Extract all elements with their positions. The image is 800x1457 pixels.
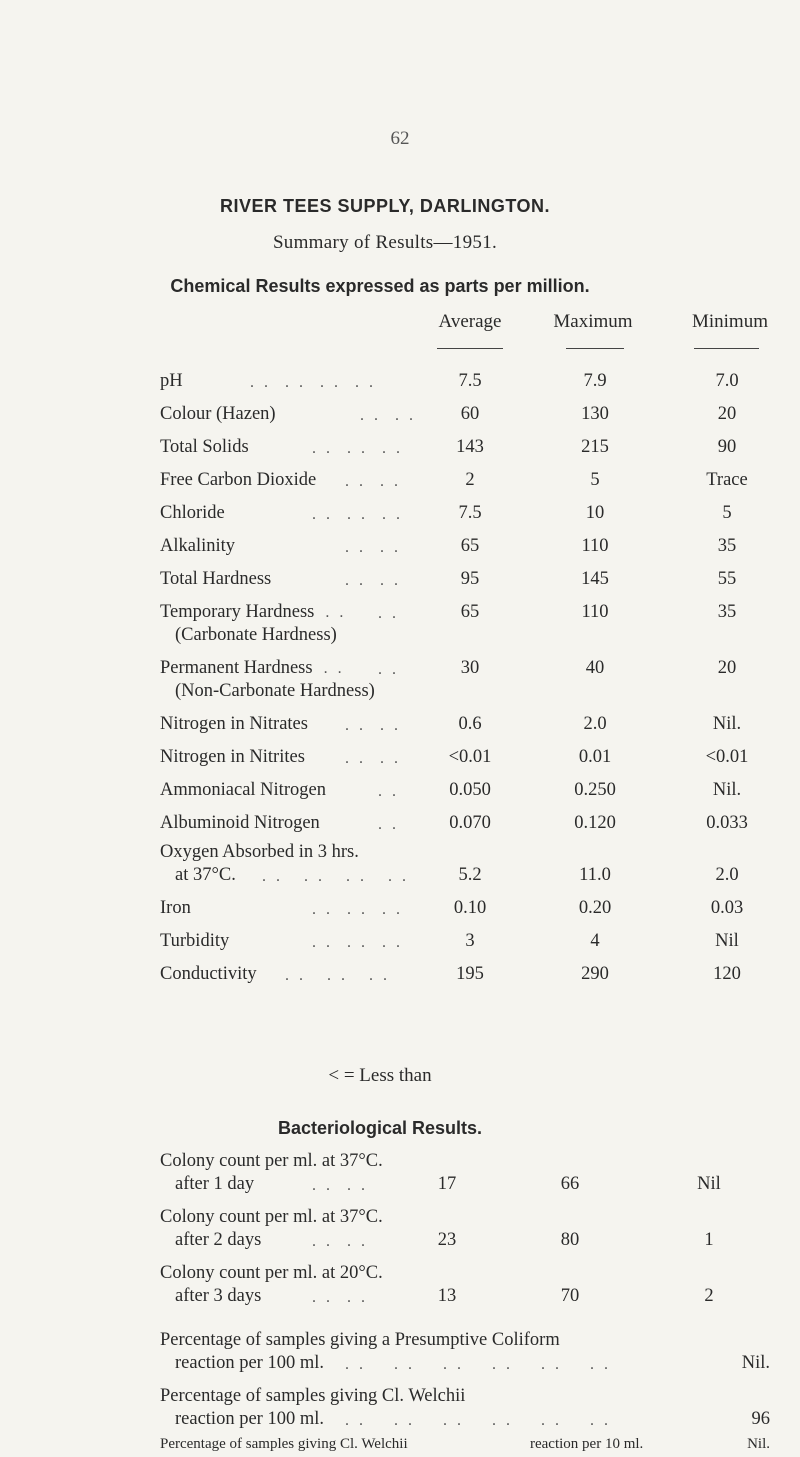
table-row <box>160 931 229 952</box>
cell-minimum: 35 <box>717 536 737 556</box>
cell-average: 95 <box>460 569 480 589</box>
leader-dots: . . . . . . . . . . . . <box>345 1356 611 1373</box>
cell-minimum: 7.0 <box>715 371 739 391</box>
leader-dots: . . . . . . . . <box>250 374 376 391</box>
cell-maximum: 110 <box>581 602 609 622</box>
column-header-average: Average <box>438 311 502 332</box>
cell-average: 65 <box>460 602 480 622</box>
cell-minimum: 90 <box>717 437 737 457</box>
cell-minimum: 20 <box>717 658 737 678</box>
cell-minimum: 0.033 <box>706 813 748 833</box>
table-row <box>160 503 225 524</box>
table-row <box>160 898 191 919</box>
table-row <box>160 569 271 590</box>
row-label: Total Solids <box>160 437 249 457</box>
cell-maximum: 130 <box>581 404 609 424</box>
list-item-text: Percentage of samples giving Cl. Welchii <box>160 1386 466 1406</box>
cell-minimum: <0.01 <box>705 747 749 767</box>
cell-minimum: Nil. <box>712 780 742 800</box>
row-sublabel: (Non-Carbonate Hardness) <box>175 681 375 701</box>
table-row <box>160 437 249 458</box>
cell-minimum: 5 <box>722 503 732 523</box>
leader-dots: . . . . . . <box>312 440 403 457</box>
row-label: Chloride <box>160 503 225 523</box>
table-row <box>160 813 320 834</box>
table-row <box>160 964 257 985</box>
leader-dots: . . . . <box>360 407 416 424</box>
leader-dots: . . <box>318 604 347 621</box>
cell-maximum: 145 <box>581 569 609 589</box>
leader-dots: . . . . . . . . <box>262 868 409 885</box>
cell-minimum: 2 <box>704 1286 714 1306</box>
table-row <box>160 780 326 801</box>
cell-maximum: 290 <box>581 964 609 984</box>
leader-dots: . . . . . . <box>312 934 403 951</box>
cell-average: 60 <box>460 404 480 424</box>
column-header-minimum: Minimum <box>691 311 768 332</box>
table-row <box>160 747 305 768</box>
cell-minimum: 120 <box>713 964 741 984</box>
cell-maximum: 5 <box>590 470 600 490</box>
cell-average: <0.01 <box>448 747 492 767</box>
row-sublabel: at 37°C. <box>175 865 236 885</box>
cell-maximum: 215 <box>581 437 609 457</box>
page-subtitle: Summary of Results—1951. <box>272 232 498 253</box>
table-row <box>160 371 183 392</box>
cell-minimum: 0.03 <box>710 898 744 918</box>
leader-dots: . . . . <box>345 473 401 490</box>
page-title: RIVER TEES SUPPLY, DARLINGTON. <box>219 196 551 216</box>
cell-maximum: 4 <box>590 931 600 951</box>
leader-dots: . . <box>378 783 399 800</box>
table-row <box>160 536 235 557</box>
cell-minimum: 1 <box>704 1230 714 1250</box>
table-row <box>160 658 345 679</box>
table-row-label: Colony count per ml. at 37°C. <box>160 1151 383 1171</box>
bacteriological-section-title: Bacteriological Results. <box>277 1118 483 1138</box>
cell-minimum: 20 <box>717 404 737 424</box>
leader-dots: . . . . <box>312 1289 368 1306</box>
cell-average: 7.5 <box>458 503 482 523</box>
cell-maximum: 7.9 <box>583 371 607 391</box>
cell-minimum: Nil. <box>712 714 742 734</box>
cell-average: 23 <box>437 1230 457 1250</box>
cell-average: 7.5 <box>458 371 482 391</box>
list-item-value: Nil. <box>741 1353 770 1373</box>
list-item-text: reaction per 100 ml. <box>175 1353 324 1373</box>
cell-minimum: 2.0 <box>715 865 739 885</box>
cell-maximum: 80 <box>560 1230 580 1250</box>
leader-dots: . . . . <box>345 539 401 556</box>
table-row-sublabel: after 3 days <box>175 1286 262 1306</box>
list-item-value: 96 <box>751 1409 770 1429</box>
cell-maximum: 10 <box>585 503 605 523</box>
legend-note: < = Less than <box>328 1065 432 1086</box>
leader-dots: . . <box>378 816 399 833</box>
leader-dots: . . <box>378 661 399 678</box>
cell-maximum: 0.01 <box>578 747 612 767</box>
cell-minimum: 35 <box>717 602 737 622</box>
column-rule-maximum <box>566 348 624 349</box>
list-item-text: reaction per 10 ml. <box>530 1436 644 1452</box>
row-label: Colour (Hazen) <box>160 404 276 424</box>
page-number: 62 <box>390 128 410 149</box>
cell-average: 0.070 <box>449 813 491 833</box>
leader-dots: . . <box>316 660 345 677</box>
cell-minimum: 55 <box>717 569 737 589</box>
column-rule-average <box>437 348 503 349</box>
cell-average: 0.6 <box>458 714 482 734</box>
leader-dots: . . . . <box>312 1177 368 1194</box>
chemical-section-title: Chemical Results expressed as parts per million. <box>170 276 590 296</box>
row-sublabel: (Carbonate Hardness) <box>175 625 337 645</box>
column-header-maximum: Maximum <box>553 311 633 332</box>
cell-average: 195 <box>456 964 484 984</box>
cell-maximum: 2.0 <box>583 714 607 734</box>
cell-average: 5.2 <box>458 865 482 885</box>
table-row <box>160 404 276 425</box>
row-label: Iron <box>160 898 191 918</box>
row-label: Nitrogen in Nitrites <box>160 747 305 767</box>
table-row <box>160 714 308 735</box>
cell-minimum: Trace <box>706 470 748 490</box>
leader-dots: . . . . <box>345 750 401 767</box>
cell-average: 30 <box>460 658 480 678</box>
cell-average: 13 <box>437 1286 457 1306</box>
cell-average: 143 <box>456 437 484 457</box>
list-item-text: Percentage of samples giving a Presumptive Coliform <box>160 1330 560 1350</box>
row-label: Turbidity <box>160 931 230 951</box>
row-label: Alkalinity <box>160 536 236 556</box>
row-label: Free Carbon Dioxide <box>160 470 317 490</box>
cell-average: 65 <box>460 536 480 556</box>
leader-dots: . . . . <box>312 1233 368 1250</box>
leader-dots: . . . . . . <box>285 967 390 984</box>
cell-average: 17 <box>437 1174 457 1194</box>
table-row <box>160 602 346 623</box>
cell-maximum: 70 <box>560 1286 580 1306</box>
row-label: pH <box>160 371 183 391</box>
cell-maximum: 110 <box>581 536 609 556</box>
leader-dots: . . . . . . . . . . . . <box>345 1412 611 1429</box>
cell-average: 0.10 <box>453 898 487 918</box>
list-item-text: Percentage of samples giving Cl. Welchii <box>160 1436 408 1452</box>
cell-maximum: 0.120 <box>574 813 616 833</box>
list-item-text: reaction per 100 ml. <box>175 1409 324 1429</box>
table-row-sublabel: after 1 day <box>175 1174 255 1194</box>
row-label: Albuminoid Nitrogen <box>160 813 320 833</box>
row-label: Permanent Hardness <box>160 658 313 678</box>
leader-dots: . . . . <box>345 572 401 589</box>
leader-dots: . . . . <box>345 717 401 734</box>
cell-maximum: 66 <box>560 1174 580 1194</box>
row-label: Nitrogen in Nitrates <box>160 714 308 734</box>
cell-maximum: 0.250 <box>574 780 616 800</box>
row-label: Temporary Hardness <box>160 602 315 622</box>
row-label: Total Hardness <box>160 569 272 589</box>
row-label: Oxygen Absorbed in 3 hrs. <box>160 842 359 862</box>
leader-dots: . . <box>378 605 399 622</box>
column-rule-minimum <box>694 348 759 349</box>
cell-maximum: 0.20 <box>578 898 612 918</box>
cell-minimum: Nil <box>697 1174 721 1194</box>
leader-dots: . . . . . . <box>312 506 403 523</box>
table-row <box>160 470 316 491</box>
table-row-sublabel: after 2 days <box>175 1230 262 1250</box>
table-row-label: Colony count per ml. at 20°C. <box>160 1263 383 1283</box>
cell-average: 2 <box>465 470 475 490</box>
leader-dots: . . . . . . <box>312 901 403 918</box>
cell-average: 0.050 <box>449 780 491 800</box>
cell-maximum: 11.0 <box>579 865 611 885</box>
row-label: Ammoniacal Nitrogen <box>160 780 326 800</box>
table-row-label: Colony count per ml. at 37°C. <box>160 1207 383 1227</box>
cell-minimum: Nil <box>715 931 739 951</box>
row-label: Conductivity <box>160 964 257 984</box>
cell-maximum: 40 <box>585 658 605 678</box>
table-row <box>160 842 359 863</box>
cell-average: 3 <box>465 931 475 951</box>
list-item-value: Nil. <box>747 1436 770 1452</box>
